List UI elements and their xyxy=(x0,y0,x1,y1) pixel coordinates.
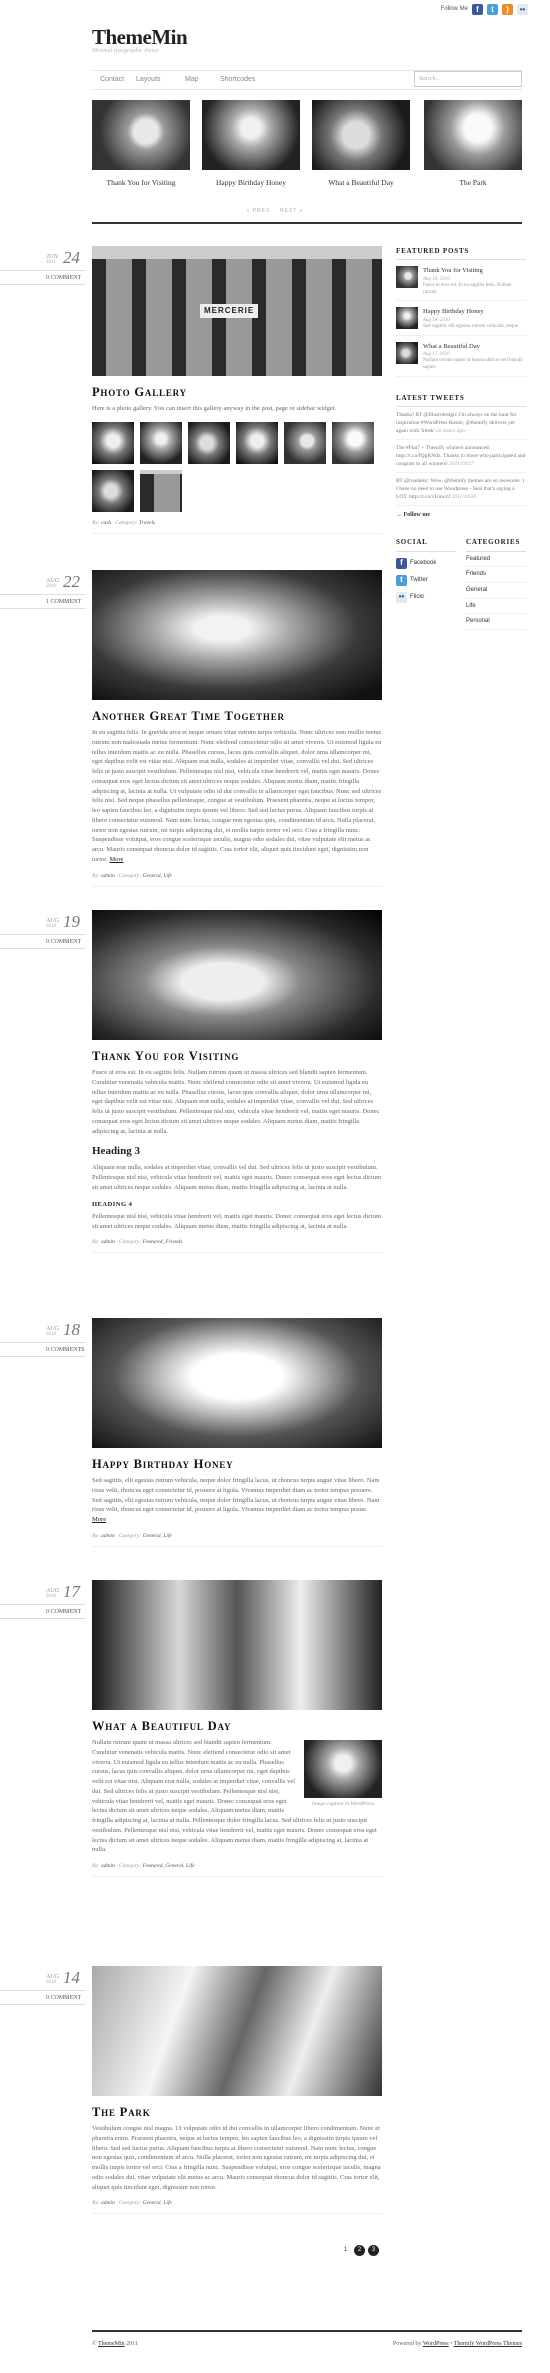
post-title[interactable]: The Park xyxy=(92,2105,151,2119)
social-label: Facebook xyxy=(410,559,437,566)
featured-date: Aug 19, 2010 xyxy=(423,276,450,282)
post-date xyxy=(0,1966,85,2012)
date-day: 22 xyxy=(63,572,80,591)
read-more-link[interactable]: More xyxy=(92,1516,107,1524)
date-year: 2010 xyxy=(46,1980,56,1985)
page-3[interactable]: 3 xyxy=(368,2245,379,2256)
post-meta xyxy=(92,2200,382,2214)
post xyxy=(92,246,388,534)
post-date xyxy=(0,246,85,292)
slide[interactable] xyxy=(92,100,190,187)
featured-date: Aug 17, 2010 xyxy=(423,352,450,358)
post-body: Nullam rutrum quam ut massa ultrices sed blandit sapien fermentum. Curabitur venenatis vehicula mattis. Nunc eleifend consectetur odio sit amet viverra. Ut euismod ligula eu tellus interdum mattis ac eu nulla. Phasellus cursus, lacus quis convallis aliquet, dolor urna ullamcorper mi, eget dapibus velit est vitae nisi. Aliquam erat nulla, sodales at imperdiet vitae, convallis vel dui. Sed ultrices felis ut justo suscipit vestibulum. Pellentesque nisl nisi, vehicula vitae hendrerit vel, mattis eget mauris. Donec consequat eros eget lectus dictum sit amet ultrices neque sodales. Aliquam metus diam, mattis fringilla adipiscing at, lacinia at nulla. Pellentesque dolor fringilla lacus. Sed ultrices felis ut justo suscipit vestibulum. Pellentesque nisl nisi, vehicula vitae hendrerit vel, mattis eget mauris. Donec consequat eros eget lectus dictum sit amet ultrices neque sodales. Aliquam metus diam, mattis fringilla adipiscing at, lacinia at nulla. xyxy=(92,1739,377,1854)
nav-item-layouts[interactable]: Layouts xyxy=(136,76,161,83)
footer-site-link[interactable]: ThemeMin xyxy=(97,2341,125,2347)
post-image[interactable] xyxy=(92,1318,382,1448)
meta-category-label: Category: xyxy=(115,519,138,526)
featured-thumb[interactable] xyxy=(396,307,418,329)
twitter-icon: t xyxy=(396,575,407,586)
tweet-time[interactable]: 2011/10/26 xyxy=(451,493,477,500)
comment-count[interactable]: 0 COMMENT xyxy=(46,1995,82,2001)
post-body: Fusce ut eros est. In eu sagittis felis. Nullam rutrum quam ut massa ultrices sed blandit sapien fermentum. Curabitur venenatis vehicula mattis. Nunc eleifend consectetur odio sit amet viverra. Ut euismod ligula eu tellus interdum mattis ac eu nulla. Phasellus cursus, lacus quis convallis aliquet, dolor urna ullamcorper mi, eget dapibus velit est vitae nisi. Aliquam erat nulla, sodales at imperdiet vitae, convallis vel dui. Sed ultrices felis ut justo suscipit vestibulum. Pellentesque nisl nisi, vehicula vitae hendrerit vel, mattis eget mauris. Donec consequat eros eget lectus dictum sit amet ultrices neque sodales. Aliquam metus diam, mattis fringilla adipiscing at, lacinia at nulla. xyxy=(92,1069,380,1135)
slide-caption[interactable]: Thank You for Visiting xyxy=(106,178,176,187)
meta-category-label: Category: xyxy=(118,872,142,879)
image-caption: Image caption in WordPress xyxy=(311,1801,375,1808)
divider xyxy=(92,222,522,224)
post-author[interactable]: admin xyxy=(101,2200,115,2207)
slider-next-button[interactable]: NEXT » xyxy=(279,208,304,214)
post xyxy=(92,570,388,887)
comment-count[interactable]: 1 COMMENT xyxy=(46,599,82,605)
heading-4: HEADING 4 xyxy=(92,1200,133,1208)
post-title[interactable]: Thank You for Visiting xyxy=(92,1049,240,1063)
gallery-thumb[interactable] xyxy=(140,470,182,512)
post-category[interactable]: Travels xyxy=(138,519,156,526)
social-label: Flickr xyxy=(410,593,425,600)
slider-controls xyxy=(0,208,550,215)
meta-category-label: Category: xyxy=(118,1239,142,1246)
date-month: AUG xyxy=(46,577,60,584)
themify-link[interactable]: Themify WordPress Themes xyxy=(453,2341,522,2347)
comment-count[interactable]: 0 COMMENTS xyxy=(46,1347,85,1353)
post-date xyxy=(0,1580,85,1626)
social-widget xyxy=(396,537,456,630)
tweet-text: Thanks! RT @Illustrdesign: I'm always on the hunt for inspiration #WordPress Roster, @themify delivers yet again with 'Sleek' xyxy=(396,412,517,434)
widget-title: FEATURED POSTS xyxy=(396,246,526,260)
footer-divider xyxy=(92,2330,522,2332)
wordpress-link[interactable]: WordPress xyxy=(422,2341,449,2347)
nav-item-map[interactable]: Map xyxy=(185,76,199,83)
post-meta xyxy=(92,1239,382,1253)
heading-3: Heading 3 xyxy=(92,1145,140,1158)
post-body-wrap xyxy=(92,1738,382,1855)
featured-post[interactable] xyxy=(396,266,526,301)
page-2[interactable]: 2 xyxy=(354,2245,365,2256)
post-meta xyxy=(92,520,382,534)
slide[interactable] xyxy=(312,100,410,187)
comment-count[interactable]: 0 COMMENT xyxy=(46,1609,82,1615)
widget-title: CATEGORIES xyxy=(466,537,526,551)
date-month: AUG xyxy=(46,917,60,924)
date-year: 2010 xyxy=(46,924,56,929)
tweet-time[interactable]: 2011/10/27 xyxy=(449,460,474,467)
post-title[interactable]: What a Beautiful Day xyxy=(92,1719,232,1733)
post-author[interactable]: admin xyxy=(101,1532,115,1539)
gallery-thumb[interactable] xyxy=(284,422,326,464)
post-category[interactable]: General, Life xyxy=(142,872,172,879)
post-body: Sed sagittis, elit egestas rutrum vehicula, neque dolor fringilla lacus, ut rhoncus turpis augue vitae libero. Nam risus velit, rhoncus eget consectetur id, posuere at ligula. Vivamus imperdiet diam ac tortor tempus posuere. Sed sagittis, elit egestas rutrum vehicula, neque dolor fringilla lacus, ut rhoncus turpis augue vitae libero. Nam risus velit, rhoncus eget consectetur id, posuere at ligula. Vivamus imperdiet diam ac tortor tempus posue. xyxy=(92,1477,380,1514)
footer-year: 2011 xyxy=(126,2341,138,2347)
page-1: 1 xyxy=(343,2247,348,2254)
tweet xyxy=(396,478,526,506)
follow-bar xyxy=(441,4,528,15)
category-item[interactable]: Personal xyxy=(466,614,526,630)
featured-date: Aug 18, 2010 xyxy=(423,317,450,323)
meta-category-label: Category: xyxy=(118,1532,142,1539)
post-author[interactable]: admin xyxy=(101,872,115,879)
gallery-thumb[interactable] xyxy=(92,422,134,464)
post-image[interactable] xyxy=(92,1580,382,1710)
slide[interactable] xyxy=(424,100,522,187)
date-month: AUG xyxy=(46,1973,60,1980)
date-year: 2011 xyxy=(46,260,56,265)
post-date xyxy=(0,1318,85,1364)
comment-count[interactable]: 0 COMMENT xyxy=(46,939,82,945)
category-item[interactable]: Friends xyxy=(466,567,526,583)
meta-by-label: By: xyxy=(92,872,100,879)
meta-category-label: Category: xyxy=(118,2200,142,2207)
date-year: 2010 xyxy=(46,584,56,589)
date-month: AUG xyxy=(46,1325,60,1332)
post-title[interactable]: Another Great Time Together xyxy=(92,709,285,723)
post-image[interactable] xyxy=(92,910,382,1040)
post xyxy=(92,1966,388,2214)
twitter-icon[interactable]: t xyxy=(487,4,498,15)
photo-gallery xyxy=(92,422,382,512)
flickr-icon[interactable]: •• xyxy=(517,4,528,15)
featured-title[interactable]: Happy Birthday Honey xyxy=(423,308,484,316)
date-month: JUN xyxy=(46,253,58,260)
featured-post[interactable] xyxy=(396,307,526,335)
slide-image[interactable] xyxy=(312,100,410,170)
featured-thumb[interactable] xyxy=(396,342,418,364)
post-image[interactable] xyxy=(92,1966,382,2096)
post-body: Vestibulum congue nisl magna. Ut vulputate odio id dui convallis in ullamcorper libero condimentum. Nunc et pharetra enim. Praesent pharetra, neque at luctus tempor, leo sapien faucibus leo, a dignissim turpis ipsum vel libero. Sed sed luctus purus. Aliquam faucibus turpis at libero consectetur euismod. Nam nunc lectus, congue non egestas quis, condimentum id arcu. Nulla placerat, tortor non egestas rutrum, mi turpis adipiscing dui, et mollis turpis tortor vel orci. Cras a fringilla nunc. Suspendisse volutpat, eros congue scelerisque iaculis, magna odio sodales dui, vitae vulputate elit metus ac arcu. Mauris consequat rhoncus dolor id sagittis. Cras tortor elit, aliquet quis tincidunt eget, dignissim non tortor. xyxy=(92,2125,381,2191)
post-body: Aliquam erat nulla, sodales at imperdiet vitae, convallis vel dui. Sed ultrices felis ut justo suscipit vestibulum. Pellentesque nisl nisi, vehicula vitae hendrerit vel, mattis eget mauris. Donec consequat eros eget lectus dictum sit amet ultrices neque sodales. Aliquam metus diam, mattis fringilla adipiscing at, lacinia at nulla. xyxy=(92,1164,382,1191)
featured-excerpt: Nullam rutrum quam ut massa ultrices sed blandit sapien xyxy=(423,358,523,371)
post-title[interactable]: Happy Birthday Honey xyxy=(92,1457,234,1471)
date-year: 2010 xyxy=(46,1594,56,1599)
post-category[interactable]: Featured, Friends xyxy=(142,1239,183,1246)
slide-caption[interactable]: Happy Birthday Honey xyxy=(216,178,286,187)
read-more-link[interactable]: More xyxy=(109,855,124,863)
meta-by-label: By: xyxy=(92,1239,100,1246)
categories-widget xyxy=(466,537,526,630)
slide-caption[interactable]: What a Beautiful Day xyxy=(328,178,394,187)
date-year: 2010 xyxy=(46,1332,56,1337)
post-author[interactable]: cash xyxy=(101,519,112,526)
social-facebook[interactable] xyxy=(396,558,456,569)
date-day: 14 xyxy=(63,1968,80,1987)
footer-credits xyxy=(393,2340,522,2349)
widget-title: LATEST TWEETS xyxy=(396,393,526,407)
post-category[interactable]: General, Life xyxy=(142,2200,172,2207)
slide-image[interactable] xyxy=(424,100,522,170)
gallery-thumb[interactable] xyxy=(188,422,230,464)
tweet xyxy=(396,445,526,473)
social-twitter[interactable] xyxy=(396,575,456,586)
category-item[interactable]: General xyxy=(466,583,526,599)
post-title[interactable]: Photo Gallery xyxy=(92,385,187,399)
meta-by-label: By: xyxy=(92,519,100,526)
category-item[interactable]: Life xyxy=(466,599,526,615)
gallery-thumb[interactable] xyxy=(236,422,278,464)
post-category[interactable]: Featured, General, Life xyxy=(142,1863,195,1870)
post-meta xyxy=(92,1863,382,1877)
site-tagline: Minimal typographic theme xyxy=(92,48,159,54)
search-input[interactable]: Search... xyxy=(414,71,522,87)
post-date xyxy=(0,570,85,616)
post-excerpt: Here is a photo gallery. You can insert this gallery anyway in the post, page or sidebar widget. xyxy=(92,405,337,413)
site-title[interactable]: ThemeMin xyxy=(92,25,188,49)
post xyxy=(92,1318,388,1547)
post-excerpt xyxy=(92,728,382,865)
nav-item-contact[interactable]: Contact xyxy=(100,76,125,83)
copyright-symbol: © xyxy=(92,2341,97,2347)
social-label: Twitter xyxy=(410,576,428,583)
featured-title[interactable]: Thank You for Visiting xyxy=(423,267,483,275)
nav-item-shortcodes[interactable]: Shortcodes xyxy=(220,76,256,83)
footer-separator: • xyxy=(450,2341,453,2347)
featured-excerpt: Fusce ut eros est. In eu sagittis felis. Nullam rutrum xyxy=(423,282,512,295)
post-category[interactable]: General, Life xyxy=(142,1532,172,1539)
featured-post[interactable] xyxy=(396,342,526,377)
post xyxy=(92,910,388,1253)
rss-icon[interactable]: ) xyxy=(502,4,513,15)
date-month: AUG xyxy=(46,1587,60,1594)
sidebar-columns xyxy=(396,537,526,630)
category-item[interactable]: Featured xyxy=(466,552,526,568)
follow-label: Follow Me xyxy=(440,6,468,13)
slide-caption[interactable]: The Park xyxy=(459,178,487,187)
tweet-text: RT @roadaisy: Wow, @themify themes are so awesome :) I have no need to use Woodpress - Seal that's saying a LOT. http://t.co/vUnw2J xyxy=(396,477,525,500)
pagination xyxy=(340,2245,379,2256)
post-date xyxy=(0,910,85,956)
post-image[interactable] xyxy=(92,570,382,700)
featured-title[interactable]: What a Beautiful Day xyxy=(423,342,480,350)
post-author[interactable]: admin xyxy=(101,1239,115,1246)
meta-category-label: Category: xyxy=(118,1863,142,1870)
gallery-thumb[interactable] xyxy=(92,470,134,512)
meta-by-label: By: xyxy=(92,1863,100,1870)
tweet-time[interactable]: an hours ago xyxy=(436,427,466,434)
social-flickr[interactable] xyxy=(396,592,456,603)
sidebar xyxy=(396,246,526,630)
meta-by-label: By: xyxy=(92,2200,100,2207)
follow-me-link[interactable]: → Follow me xyxy=(396,511,430,518)
date-day: 18 xyxy=(63,1320,80,1339)
slide[interactable] xyxy=(202,100,300,187)
date-day: 24 xyxy=(63,248,80,267)
date-day: 17 xyxy=(63,1582,80,1601)
image-caption-box xyxy=(304,1740,382,1808)
facebook-icon: f xyxy=(396,558,407,569)
post-meta xyxy=(92,1533,382,1547)
comment-count[interactable]: 0 COMMENT xyxy=(46,275,82,281)
post-excerpt xyxy=(92,1476,382,1525)
widget-title: SOCIAL xyxy=(396,537,456,551)
post-image[interactable]: MERCERIE xyxy=(92,246,382,376)
slider-prev-button[interactable]: « PREV xyxy=(246,208,271,214)
tweet-text: The #Flat7 + Themify winners announced: http://t.co/fQgKNdz. Thanks to those who participated and congrats to all winners! xyxy=(396,444,526,467)
powered-label: Powered by xyxy=(392,2341,422,2347)
post-body: In eu sagittis felis. In gravida arcu et neque ornare vitae rutrum turpis vehicula. Nunc ultrices sem mollis metus rutrum non malesuada metus fermentum. Nunc eleifend consectetur odio sit amet viverra. Ut euismod ligula eu tellus interdum mattis ac eu nulla. Phasellus cursus, lacus quis convallis aliquet, dolor urna ullamcorper mi, eget dapibus velit est vitae nisi. Aliquam erat nulla, sodales at imperdiet vitae, convallis vel dui. Sed ultrices felis ut justo suscipit vestibulum. Pellentesque nisl nisi, vehicula vitae hendrerit vel, mattis eget mauris. Donec consequat eros eget lectus dictum sit amet ultrices neque sodales. Aliquam metus diam, mattis fringilla adipiscing at, lacinia at nulla. Ut vulputate odio id dui convallis in ullamcorper eget faucibus. Nunc sed ultrices felis nisi. Sed neque phasellus pellentesque, congue at vestibulum. Praesent pharetra, neque at luctus tempor, leo sapien faucibus leo, a dignissim turpis ipsum vel libero. Sed sed luctus purus. Aliquam faucibus turpis at libero consectetur euismod. Nam nunc lectus, congue non egestas quis, condimentum id arcu. Nulla placerat, tortor non egestas rutrum, mi turpis adipiscing dui, et mollis turpis tortor vel orci. Cras a fringilla nunc. Suspendisse volutpat, eros congue scelerisque iaculis, magna odio sodales dui, vitae vulputate elit metus ac arcu. Mauris consequat rhoncus dolor id sagittis. Cras tortor elit, aliquet quis tincidunt eget, dignissim non tortor. xyxy=(92,729,382,863)
inline-image[interactable] xyxy=(304,1740,382,1798)
slide-image[interactable] xyxy=(202,100,300,170)
post-author[interactable]: admin xyxy=(101,1863,115,1870)
date-day: 19 xyxy=(63,912,80,931)
flickr-icon: •• xyxy=(396,592,407,603)
meta-by-label: By: xyxy=(92,1532,100,1539)
post-meta xyxy=(92,873,382,887)
gallery-thumb[interactable] xyxy=(140,422,182,464)
gallery-thumb[interactable] xyxy=(332,422,374,464)
tweet xyxy=(396,412,526,440)
footer-copyright xyxy=(92,2340,138,2349)
post-body: Pellentesque nisl nisi, vehicula vitae hendrerit vel, mattis eget mauris. Donec consequat eros eget lectus dictum sit amet ultrices neque sodales. Aliquam metus diam, mattis fringilla adipiscing at, lacinia at nulla. xyxy=(92,1212,382,1230)
post xyxy=(92,1580,388,1877)
featured-thumb[interactable] xyxy=(396,266,418,288)
featured-excerpt: Sed sagittis, elit egestas rutrum vehicula, neque xyxy=(423,323,518,329)
slide-image[interactable] xyxy=(92,100,190,170)
facebook-icon[interactable]: f xyxy=(472,4,483,15)
